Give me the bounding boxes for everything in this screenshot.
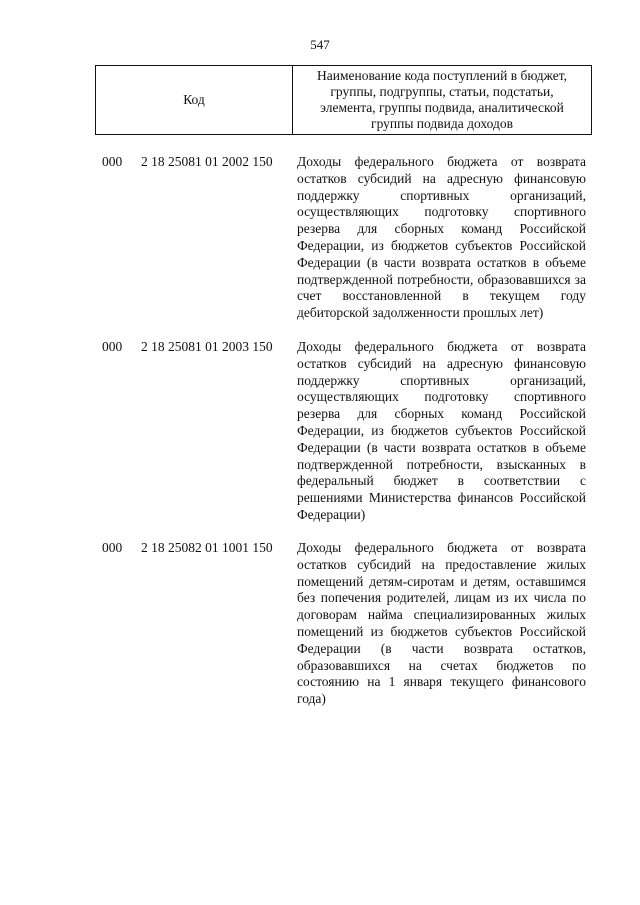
revenue-description: Доходы федерального бюджета от возврата остатков субсидий на адресную финансовую поддержку спортивных организаций, осуществляющих подготовку спортивного резерва для сборных команд Российской Федерации, из бюджетов субъектов Российской Федерации (в части возврата остатков в объеме подтвержденной потребности, образовавшихся за счет восстановленной в текущем году дебиторской задолженности прошлых лет) [297, 154, 586, 321]
page-number: 547 [310, 37, 330, 52]
header-name-cell: Наименование кода поступлений в бюджет, группы, подгруппы, статьи, подстатьи, элемента, группы подвида, аналитической группы подвида доходов [316, 68, 567, 131]
header-code-cell: Код [96, 66, 293, 134]
revenue-description: Доходы федерального бюджета от возврата остатков субсидий на предоставление жилых помещений детям-сиротам и детям, оставшимся без попечения родителей, лицам из их числа по договорам найма специализированных жилых помещений из бюджетов субъектов Российской Федерации (в части возврата остатков, образовавшихся на счетах бюджетов по состоянию на 1 января текущего финансового года) [297, 540, 586, 707]
code-prefix: 000 [102, 339, 123, 354]
code-prefix: 000 [102, 540, 123, 555]
revenue-description: Доходы федерального бюджета от возврата остатков субсидий на адресную финансовую поддержку спортивных организаций, осуществляющих подготовку спортивного резерва для сборных команд Российской Федерации, из бюджетов субъектов Российской Федерации (в части возврата остатков в объеме подтвержденной потребности, взысканных в федеральный бюджет в соответствии с решениями Министерства финансов Российской Федерации) [297, 339, 586, 522]
code-prefix: 000 [102, 154, 123, 169]
table-header [95, 65, 592, 135]
revenue-code: 2 18 25081 01 2003 150 [141, 339, 273, 354]
revenue-code: 2 18 25082 01 1001 150 [141, 540, 273, 555]
revenue-code: 2 18 25081 01 2002 150 [141, 154, 273, 169]
